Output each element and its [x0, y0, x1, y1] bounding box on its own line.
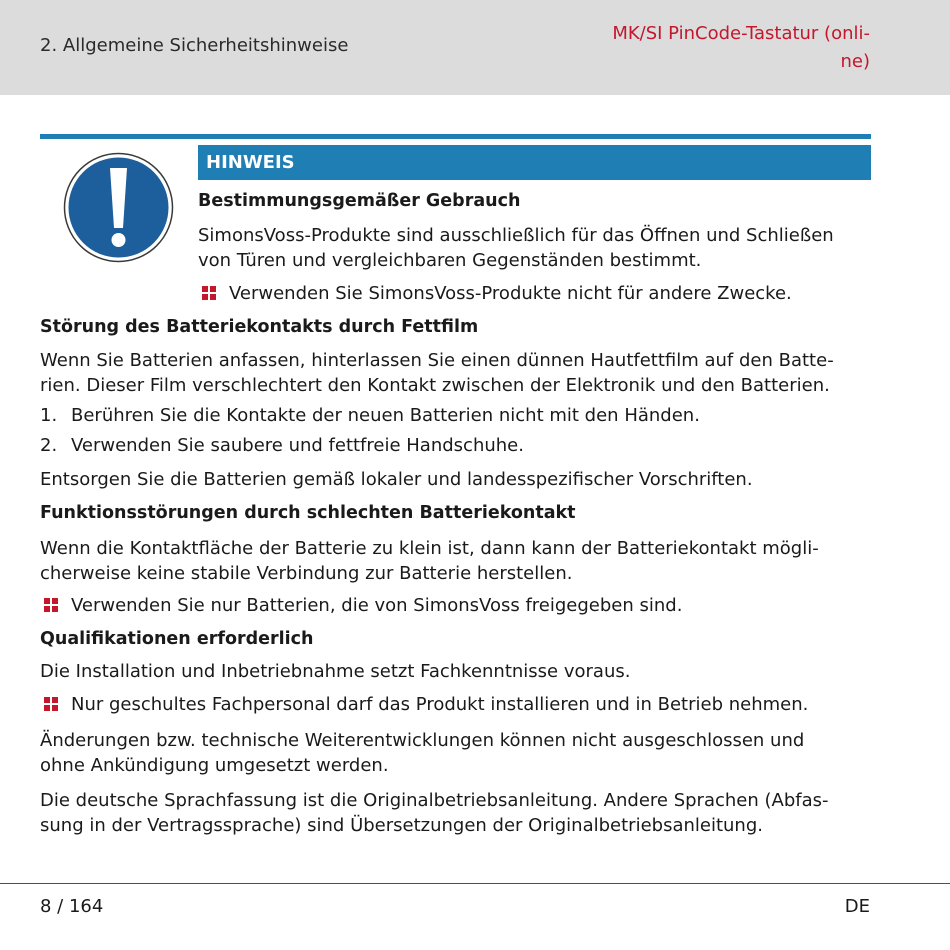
changes-text-line-2: ohne Ankündigung umgesetzt werden.	[40, 755, 389, 776]
footer-rule	[0, 883, 950, 884]
section-title: 2. Allgemeine Sicherheitshinweise	[40, 35, 349, 56]
battery-contact-bullet-text: Verwenden Sie nur Batterien, die von SimonsVoss freigegeben sind.	[71, 595, 683, 616]
bullet-icon	[44, 598, 58, 612]
qualification-text: Die Installation und Inbetriebnahme setzt Fachkenntnisse voraus.	[40, 661, 631, 682]
exclamation-mandatory-icon	[63, 152, 174, 263]
battery-film-heading: Störung des Batteriekontakts durch Fettfilm	[40, 317, 479, 337]
qualification-heading: Qualifikationen erforderlich	[40, 629, 314, 649]
bullet-icon	[202, 286, 216, 300]
step-number: 2.	[40, 435, 58, 456]
notice-text-line-2: von Türen und vergleichbaren Gegenständen bestimmt.	[198, 250, 702, 271]
notice-bullet-text: Verwenden Sie SimonsVoss-Produkte nicht für andere Zwecke.	[229, 283, 792, 304]
step-text: Berühren Sie die Kontakte der neuen Batterien nicht mit den Händen.	[71, 405, 700, 426]
battery-contact-heading: Funktionsstörungen durch schlechten Batteriekontakt	[40, 503, 576, 523]
battery-film-text-line-1: Wenn Sie Batterien anfassen, hinterlassen Sie einen dünnen Hautfettfilm auf den Batte-	[40, 350, 834, 371]
language-text-line-1: Die deutsche Sprachfassung ist die Originalbetriebsanleitung. Andere Sprachen (Abfas-	[40, 790, 829, 811]
notice-text-line-1: SimonsVoss-Produkte sind ausschließlich für das Öffnen und Schließen	[198, 225, 834, 246]
battery-contact-text-line-2: cherweise keine stabile Verbindung zur Batterie herstellen.	[40, 563, 573, 584]
language-text-line-2: sung in der Vertragssprache) sind Übersetzungen der Originalbetriebsanleitung.	[40, 815, 763, 836]
battery-contact-text-line-1: Wenn die Kontaktfläche der Batterie zu klein ist, dann kann der Batteriekontakt mögli-	[40, 538, 819, 559]
product-title-line-1: MK/SI PinCode-Tastatur (onli-	[612, 23, 870, 44]
battery-film-text-line-2: rien. Dieser Film verschlechtert den Kontakt zwischen der Elektronik und den Batterien.	[40, 375, 830, 396]
product-title	[550, 20, 870, 76]
step-number: 1.	[40, 405, 58, 426]
changes-text-line-1: Änderungen bzw. technische Weiterentwicklungen können nicht ausgeschlossen und	[40, 730, 805, 751]
language-code: DE	[844, 896, 870, 917]
battery-disposal-text: Entsorgen Sie die Batterien gemäß lokaler und landesspezifischer Vorschriften.	[40, 469, 753, 490]
page-number: 8 / 164	[40, 896, 104, 917]
notice-label: HINWEIS	[198, 145, 871, 180]
page-header	[0, 0, 950, 95]
step-text: Verwenden Sie saubere und fettfreie Handschuhe.	[71, 435, 524, 456]
notice-top-rule	[40, 134, 871, 139]
notice-heading: Bestimmungsgemäßer Gebrauch	[198, 191, 521, 211]
qualification-bullet-text: Nur geschultes Fachpersonal darf das Produkt installieren und in Betrieb nehmen.	[71, 694, 809, 715]
bullet-icon	[44, 697, 58, 711]
product-title-line-2: ne)	[840, 51, 870, 72]
